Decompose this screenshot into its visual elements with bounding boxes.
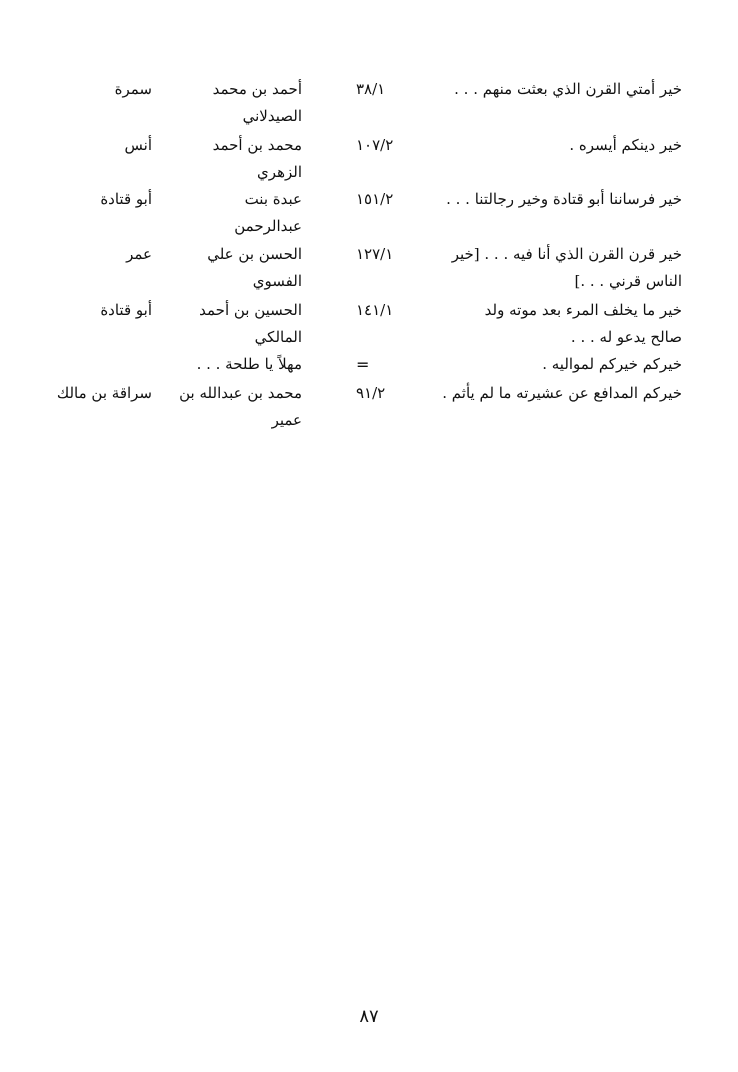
volume-page-ref [356, 132, 426, 159]
hadith-text [432, 186, 682, 213]
narrator-line: عبدة بنت [244, 190, 302, 208]
narrator-line: عمير [271, 411, 302, 429]
ref-text: ١٥١/٢ [356, 190, 394, 208]
narrator-line: الزهري [257, 163, 302, 181]
ref-text: ٣٨/١ [356, 80, 386, 98]
narrator-line: أحمد بن محمد [212, 80, 302, 98]
hadith-text [432, 241, 682, 295]
hadith-line: خيركم المدافع عن عشيرته ما لم يأثم . [442, 384, 682, 402]
hadith-line: خير أمتي القرن الذي بعثت منهم . . . [454, 80, 682, 98]
narrator [162, 241, 302, 295]
narrator [162, 132, 302, 186]
hadith-text [432, 380, 682, 407]
narrator-line: مهلاً يا طلحة . . . [196, 355, 302, 373]
volume-page-ref [356, 76, 426, 103]
index-row [0, 380, 738, 438]
hadith-line: خير فرساننا أبو قتادة وخير رجالتنا . . . [446, 190, 682, 208]
narrator-line: الحسين بن أحمد [199, 301, 302, 319]
narrator-line: محمد بن أحمد [212, 136, 302, 154]
ref-text: ١٠٧/٢ [356, 136, 394, 154]
hadith-line: خيركم خيركم لمواليه . [542, 355, 682, 373]
hadith-line: خير قرن القرن الذي أنا فيه . . . [خير [451, 245, 682, 263]
narrator-line: المالكي [254, 328, 302, 346]
volume-page-ref [356, 241, 426, 268]
narrator-line: الصيدلاني [242, 107, 302, 125]
narrator-line: محمد بن عبدالله بن [179, 384, 302, 402]
companion: سراقة بن مالك [56, 384, 152, 402]
hadith-text [432, 132, 682, 159]
hadith-text [432, 351, 682, 378]
narrator-line: عبدالرحمن [234, 217, 302, 235]
hadith-line: خير دينكم أيسره . [569, 136, 682, 154]
volume-page-ref [356, 380, 426, 407]
ref-text: ١٤١/١ [356, 301, 394, 319]
ref-text: ٩١/٢ [356, 384, 386, 402]
hadith-text [432, 297, 682, 351]
hadith-line: خير ما يخلف المرء بعد موته ولد [484, 301, 682, 319]
narrator-line: الفسوي [252, 272, 302, 290]
index-row [0, 132, 738, 190]
narrator [162, 351, 302, 378]
companion: أبو قتادة [100, 301, 152, 319]
index-row [0, 186, 738, 244]
index-row [0, 297, 738, 355]
narrator-line: الحسن بن علي [207, 245, 302, 263]
companion: أنس [124, 136, 152, 154]
hadith-text [432, 76, 682, 103]
narrator [162, 186, 302, 240]
volume-page-ref [356, 297, 426, 324]
narrator [162, 380, 302, 434]
hadith-line: الناس قرني . . .] [574, 272, 682, 290]
index-row [0, 241, 738, 299]
index-row [0, 76, 738, 134]
ref-text: ١٢٧/١ [356, 245, 394, 263]
volume-page-ref [356, 186, 426, 213]
page-number: ٨٧ [359, 1006, 379, 1027]
companion: أبو قتادة [100, 190, 152, 208]
narrator [162, 76, 302, 130]
companion: عمر [126, 245, 152, 263]
equals-sign: = [356, 355, 370, 374]
narrator [162, 297, 302, 351]
volume-page-ref [356, 351, 426, 379]
companion: سمرة [114, 80, 152, 98]
hadith-line: صالح يدعو له . . . [570, 328, 682, 346]
